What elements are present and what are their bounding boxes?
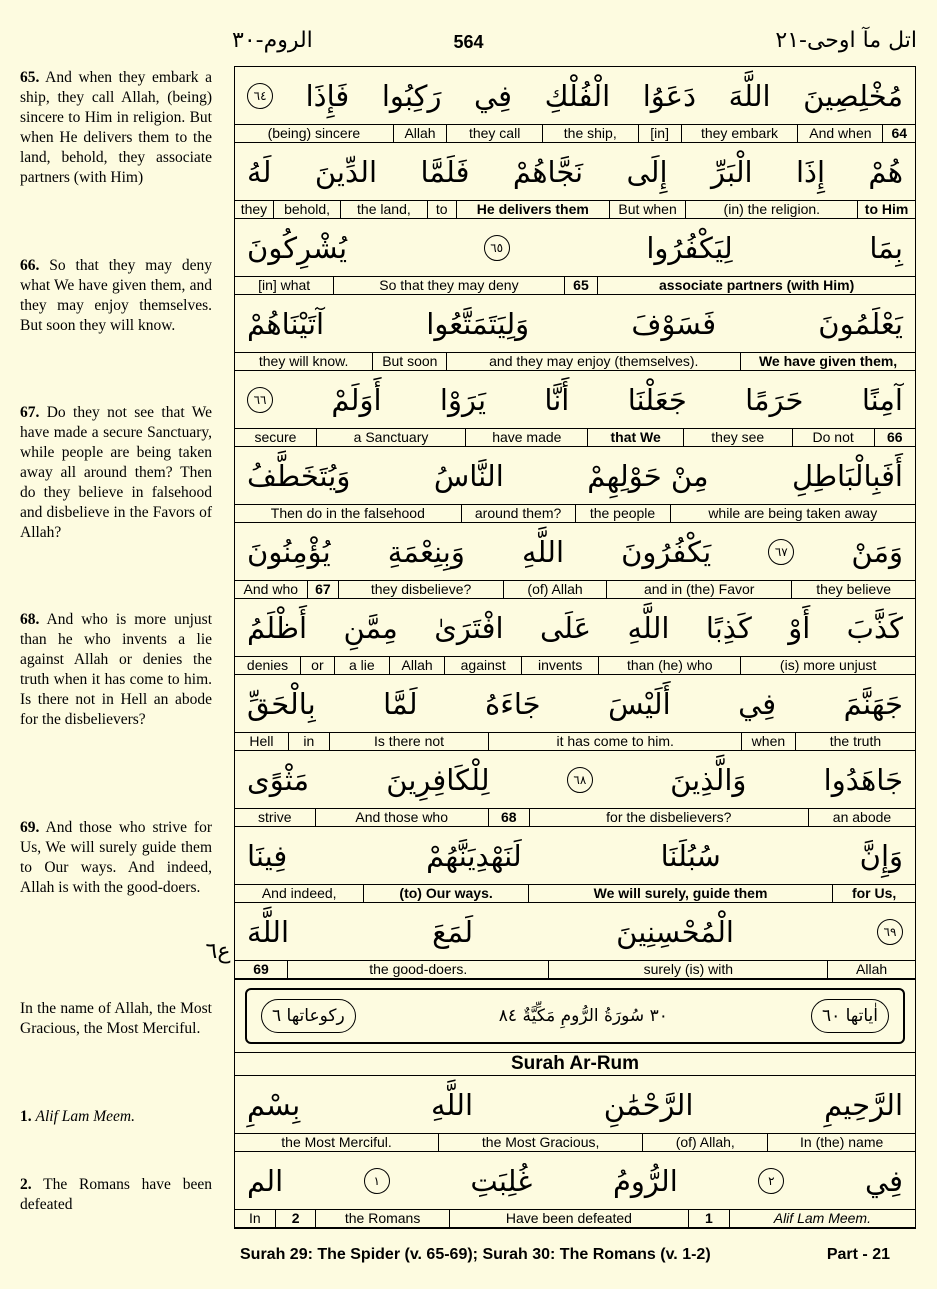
gloss-line [235, 960, 915, 979]
gloss-cell: behold, [273, 201, 340, 218]
gloss-cell: the truth [795, 733, 915, 750]
gloss-line [235, 124, 915, 143]
arabic-word: أَنَّا [544, 382, 570, 417]
arabic-line [235, 903, 915, 960]
arabic-word: أَظْلَمُ [247, 610, 308, 645]
arabic-word: الرَّحْمَٰنِ [603, 1087, 694, 1122]
arabic-word: فِي [864, 1163, 903, 1198]
arabic-word: لَهُ [247, 154, 272, 189]
arabic-word: سُبُلَنَا [660, 838, 721, 873]
gloss-cell: And who [243, 581, 299, 597]
arabic-word: آتَيْنَاهُمْ [247, 306, 325, 341]
gloss-cell: 1 [688, 1210, 729, 1227]
translation-1: 1. Alif Lam Meem. [20, 1108, 135, 1125]
arabic-line [235, 599, 915, 656]
gloss-cell: He delivers them [456, 201, 609, 218]
surah-title: Surah Ar-Rum [235, 1053, 915, 1076]
arabic-word: اللَّهَ [728, 78, 771, 113]
gloss-cell: secure [254, 429, 297, 445]
translation-65: 65. And when they embark a ship, they call Allah, (being) sincere to Him in religion. But when He delivers them to the land, behold, they associate partners (with Him) [20, 69, 212, 186]
arabic-word: مِنْ حَوْلِهِمْ [587, 458, 709, 493]
arabic-word: اللَّهِ [627, 610, 670, 645]
arabic-word: عَلَى [539, 610, 592, 645]
arabic-line [235, 371, 915, 428]
gloss-cell: the Most Merciful. [281, 1134, 392, 1150]
arabic-line [235, 447, 915, 504]
gloss-cell: they believe [791, 581, 915, 598]
gloss-cell: in [288, 733, 329, 750]
gloss-cell: they see [683, 429, 792, 446]
arabic-line [235, 295, 915, 352]
arabic-word: يُشْرِكُونَ [247, 230, 348, 265]
gloss-cell: Alif Lam Meem. [729, 1210, 915, 1227]
gloss-line [235, 656, 915, 675]
gloss-cell: Allah [389, 657, 444, 674]
arabic-word: مِمَّنِ [343, 610, 398, 645]
arabic-word: لَمَّا [383, 686, 418, 721]
gloss-cell: And those who [315, 809, 488, 826]
gloss-line [235, 504, 915, 523]
word-by-word-grid [234, 66, 916, 1229]
gloss-cell: (being) sincere [267, 125, 361, 141]
ayah-number-marker: ٦٥ [484, 235, 510, 261]
arabic-word: فَلَمَّا [420, 154, 470, 189]
gloss-cell: have made [465, 429, 587, 446]
gloss-cell: In [249, 1210, 261, 1226]
gloss-line [235, 732, 915, 751]
gloss-cell: strive [258, 809, 292, 825]
arabic-word: بِالْحَقِّ [247, 686, 316, 721]
gloss-cell: or [300, 657, 334, 674]
arabic-line [235, 1076, 915, 1133]
gloss-cell: 69 [253, 961, 269, 977]
banner-surah-title-arabic: ٣٠ سُورَةُ الرُّومِ مَكِّيَّةٌ ٨٤ [498, 1006, 668, 1026]
arabic-word: اللَّهِ [430, 1087, 474, 1122]
gloss-cell: 67 [307, 581, 339, 598]
gloss-cell: (of) Allah, [642, 1134, 767, 1151]
arabic-word: وَإِنَّ [859, 838, 903, 873]
gloss-cell: In (the) name [767, 1134, 915, 1151]
arabic-word: أَلَيْسَ [608, 686, 671, 721]
gloss-line [235, 428, 915, 447]
arabic-word: هُمْ [868, 154, 903, 189]
arabic-word: بِسْمِ [247, 1087, 301, 1122]
arabic-word: يُؤْمِنُونَ [247, 534, 331, 569]
gloss-cell: when [741, 733, 795, 750]
arabic-word: الْبَرِّ [710, 154, 753, 189]
gloss-cell: to Him [857, 201, 915, 218]
arabic-word: وَلِيَتَمَتَّعُوا [426, 306, 530, 341]
translation-66: 66. So that they may deny what We have given them, and they may enjoy themselves. But soon they will know. [20, 257, 212, 334]
footer-surah-info: Surah 29: The Spider (v. 65-69); Surah 30: The Romans (v. 1-2) [240, 1246, 711, 1263]
gloss-cell: they call [446, 125, 542, 142]
arabic-word: أَفَبِالْبَاطِلِ [792, 458, 903, 493]
ruku-mark: ع٦ [205, 939, 231, 964]
arabic-word: افْتَرَىٰ [434, 610, 504, 645]
arabic-word: النَّاسُ [433, 458, 504, 493]
gloss-cell: Allah [827, 961, 915, 978]
gloss-cell: the Romans [315, 1210, 448, 1227]
arabic-word: يَكْفُرُونَ [621, 534, 712, 569]
gloss-cell: than (he) who [598, 657, 740, 674]
gloss-cell: 65 [564, 277, 598, 294]
gloss-cell: a lie [334, 657, 389, 674]
gloss-line [235, 276, 915, 295]
arabic-word: يَعْلَمُونَ [818, 306, 903, 341]
gloss-cell: 66 [874, 429, 915, 446]
arabic-word: جَهَنَّمَ [843, 686, 903, 721]
ayah-number-marker: ٦٩ [877, 919, 903, 945]
arabic-word: اللَّهَ [247, 914, 290, 949]
gloss-line [235, 1133, 915, 1152]
gloss-line [235, 580, 915, 599]
arabic-word: أَوْ [788, 610, 811, 645]
header-part-arabic: اتل مآ اوحى-٢١ [775, 28, 917, 53]
gloss-cell: 64 [882, 125, 915, 142]
gloss-cell: the people [575, 505, 670, 522]
footer-part: Part - 21 [826, 1246, 890, 1263]
arabic-word: الرَّحِيمِ [824, 1087, 903, 1122]
gloss-cell: 68 [488, 809, 529, 826]
arabic-word: جَعَلْنَا [627, 382, 687, 417]
arabic-word: فَإِذَا [305, 78, 350, 113]
arabic-word: فِي [738, 686, 777, 721]
arabic-word: الدِّينَ [314, 154, 378, 189]
arabic-word: فِينَا [247, 838, 288, 873]
arabic-word: الْمُحْسِنِينَ [616, 914, 734, 949]
arabic-word: مُخْلِصِينَ [803, 78, 903, 113]
ayah-number-marker: ٦٤ [247, 83, 273, 109]
translation-69: 69. And those who strive for Us, We will surely guide them to Our ways. And indeed, Allah is with the good-doers. [20, 819, 212, 896]
arabic-line [235, 751, 915, 808]
gloss-line [235, 884, 915, 903]
arabic-word: مَثْوًى [247, 762, 309, 797]
arabic-word: إِلَى [626, 154, 668, 189]
translation-68: 68. And who is more unjust than he who invents a lie against Allah or denies the truth when it has come to him. Is there not in Hell an abode for the disbelievers? [20, 611, 212, 728]
gloss-cell: the good-doers. [287, 961, 548, 978]
gloss-line [235, 200, 915, 219]
footer [240, 1246, 890, 1264]
gloss-cell: the ship, [542, 125, 638, 142]
gloss-cell: We will surely, guide them [528, 885, 832, 902]
arabic-word: وَبِنِعْمَةِ [387, 534, 465, 569]
gloss-cell: they [240, 201, 268, 217]
banner-verse-count: اٰياتها ٦٠ [811, 999, 889, 1033]
arabic-word: نَجَّاهُمْ [512, 154, 584, 189]
gloss-cell: So that they may deny [333, 277, 563, 294]
gloss-cell: while are being taken away [670, 505, 915, 522]
gloss-cell: they embark [681, 125, 798, 142]
gloss-cell: Do not [792, 429, 874, 446]
surah-banner [235, 979, 915, 1053]
gloss-cell: Allah [393, 125, 447, 142]
arabic-word: اللَّهِ [521, 534, 565, 569]
gloss-cell: Hell [249, 733, 274, 749]
page-number: 564 [453, 32, 484, 52]
arabic-word: وَمَنْ [851, 534, 903, 569]
arabic-line [235, 675, 915, 732]
arabic-word: حَرَمًا [745, 382, 804, 417]
ayah-number-marker: ١ [364, 1168, 390, 1194]
gloss-cell: around them? [461, 505, 575, 522]
banner-ruku-count: ركوعاتها ٦ [261, 999, 356, 1033]
arabic-word: غُلِبَتِ [470, 1163, 533, 1198]
gloss-cell: [in] what [258, 277, 311, 293]
gloss-cell: against [444, 657, 521, 674]
gloss-cell: and in (the) Favor [606, 581, 791, 598]
gloss-cell: the land, [340, 201, 426, 218]
gloss-cell: Is there not [329, 733, 489, 750]
gloss-cell: that We [587, 429, 682, 446]
arabic-line [235, 219, 915, 276]
gloss-cell: an abode [808, 809, 915, 826]
arabic-word: لِيَكْفُرُوا [646, 230, 733, 265]
arabic-word: آمِنًا [861, 382, 903, 417]
gloss-cell: denies [246, 657, 289, 673]
arabic-word: جَاهَدُوا [823, 762, 903, 797]
arabic-word: لَمَعَ [432, 914, 474, 949]
gloss-cell: And indeed, [261, 885, 337, 901]
arabic-word: جَاءَهُ [485, 686, 541, 721]
arabic-word: رَكِبُوا [381, 78, 442, 113]
gloss-cell: Have been defeated [449, 1210, 688, 1227]
arabic-word: كَذِبًا [705, 610, 752, 645]
arabic-word: إِذَا [796, 154, 826, 189]
ayah-number-marker: ٦٦ [247, 387, 273, 413]
translation-67: 67. Do they not see that We have made a secure Sanctuary, while people are being taken away all around them? Then do they believe in falsehood and disbelieve in the Favors of Allah? [20, 404, 212, 541]
arabic-word: الم [247, 1163, 284, 1198]
gloss-cell: And when [797, 125, 882, 142]
gloss-line [235, 352, 915, 371]
gloss-cell: the Most Gracious, [438, 1134, 642, 1151]
arabic-line [235, 827, 915, 884]
arabic-word: أَوَلَمْ [331, 382, 382, 417]
ayah-number-marker: ٦٧ [768, 539, 794, 565]
header-surah-arabic: الروم-٣٠ [232, 28, 313, 53]
gloss-cell: 2 [275, 1210, 316, 1227]
gloss-line [235, 1209, 915, 1228]
gloss-cell: (of) Allah [503, 581, 606, 598]
arabic-word: كَذَّبَ [846, 610, 903, 645]
arabic-word: الْفُلْكِ [544, 78, 611, 113]
arabic-word: لِلْكَافِرِينَ [386, 762, 490, 797]
arabic-word: فَسَوْفَ [631, 306, 717, 341]
gloss-cell: (in) the religion. [685, 201, 857, 218]
gloss-cell: and they may enjoy (themselves). [446, 353, 740, 370]
gloss-cell: [in] [638, 125, 681, 142]
arabic-word: بِمَا [869, 230, 903, 265]
gloss-cell: But when [609, 201, 686, 218]
gloss-cell: invents [521, 657, 598, 674]
gloss-cell: for the disbelievers? [529, 809, 808, 826]
arabic-line [235, 67, 915, 124]
gloss-cell: associate partners (with Him) [597, 277, 915, 294]
gloss-cell: We have given them, [740, 353, 915, 370]
arabic-word: دَعَوُا [642, 78, 697, 113]
gloss-cell: surely (is) with [548, 961, 827, 978]
gloss-cell: to [427, 201, 456, 218]
translation-2: 2. The Romans have been defeated [20, 1176, 212, 1213]
arabic-word: فِي [474, 78, 513, 113]
arabic-line [235, 143, 915, 200]
gloss-cell: (is) more unjust [740, 657, 915, 674]
arabic-word: الرُّومُ [612, 1163, 678, 1198]
arabic-word: يَرَوْا [439, 382, 487, 417]
gloss-cell: Then do in the falsehood [270, 505, 425, 521]
gloss-cell: they will know. [258, 353, 349, 369]
arabic-word: لَنَهْدِيَنَّهُمْ [426, 838, 522, 873]
gloss-cell: But soon [372, 353, 446, 370]
arabic-line [235, 523, 915, 580]
arabic-line [235, 1152, 915, 1209]
gloss-cell: it has come to him. [488, 733, 740, 750]
translation-bismillah: In the name of Allah, the Most Gracious, the Most Merciful. [20, 1000, 212, 1037]
gloss-cell: for Us, [832, 885, 915, 902]
gloss-cell: they disbelieve? [338, 581, 503, 598]
ayah-number-marker: ٦٨ [567, 767, 593, 793]
arabic-word: وَيُتَخَطَّفُ [247, 458, 351, 493]
gloss-cell: a Sanctuary [316, 429, 465, 446]
arabic-word: وَالَّذِينَ [670, 762, 747, 797]
gloss-line [235, 808, 915, 827]
ayah-number-marker: ٢ [758, 1168, 784, 1194]
gloss-cell: (to) Our ways. [363, 885, 527, 902]
